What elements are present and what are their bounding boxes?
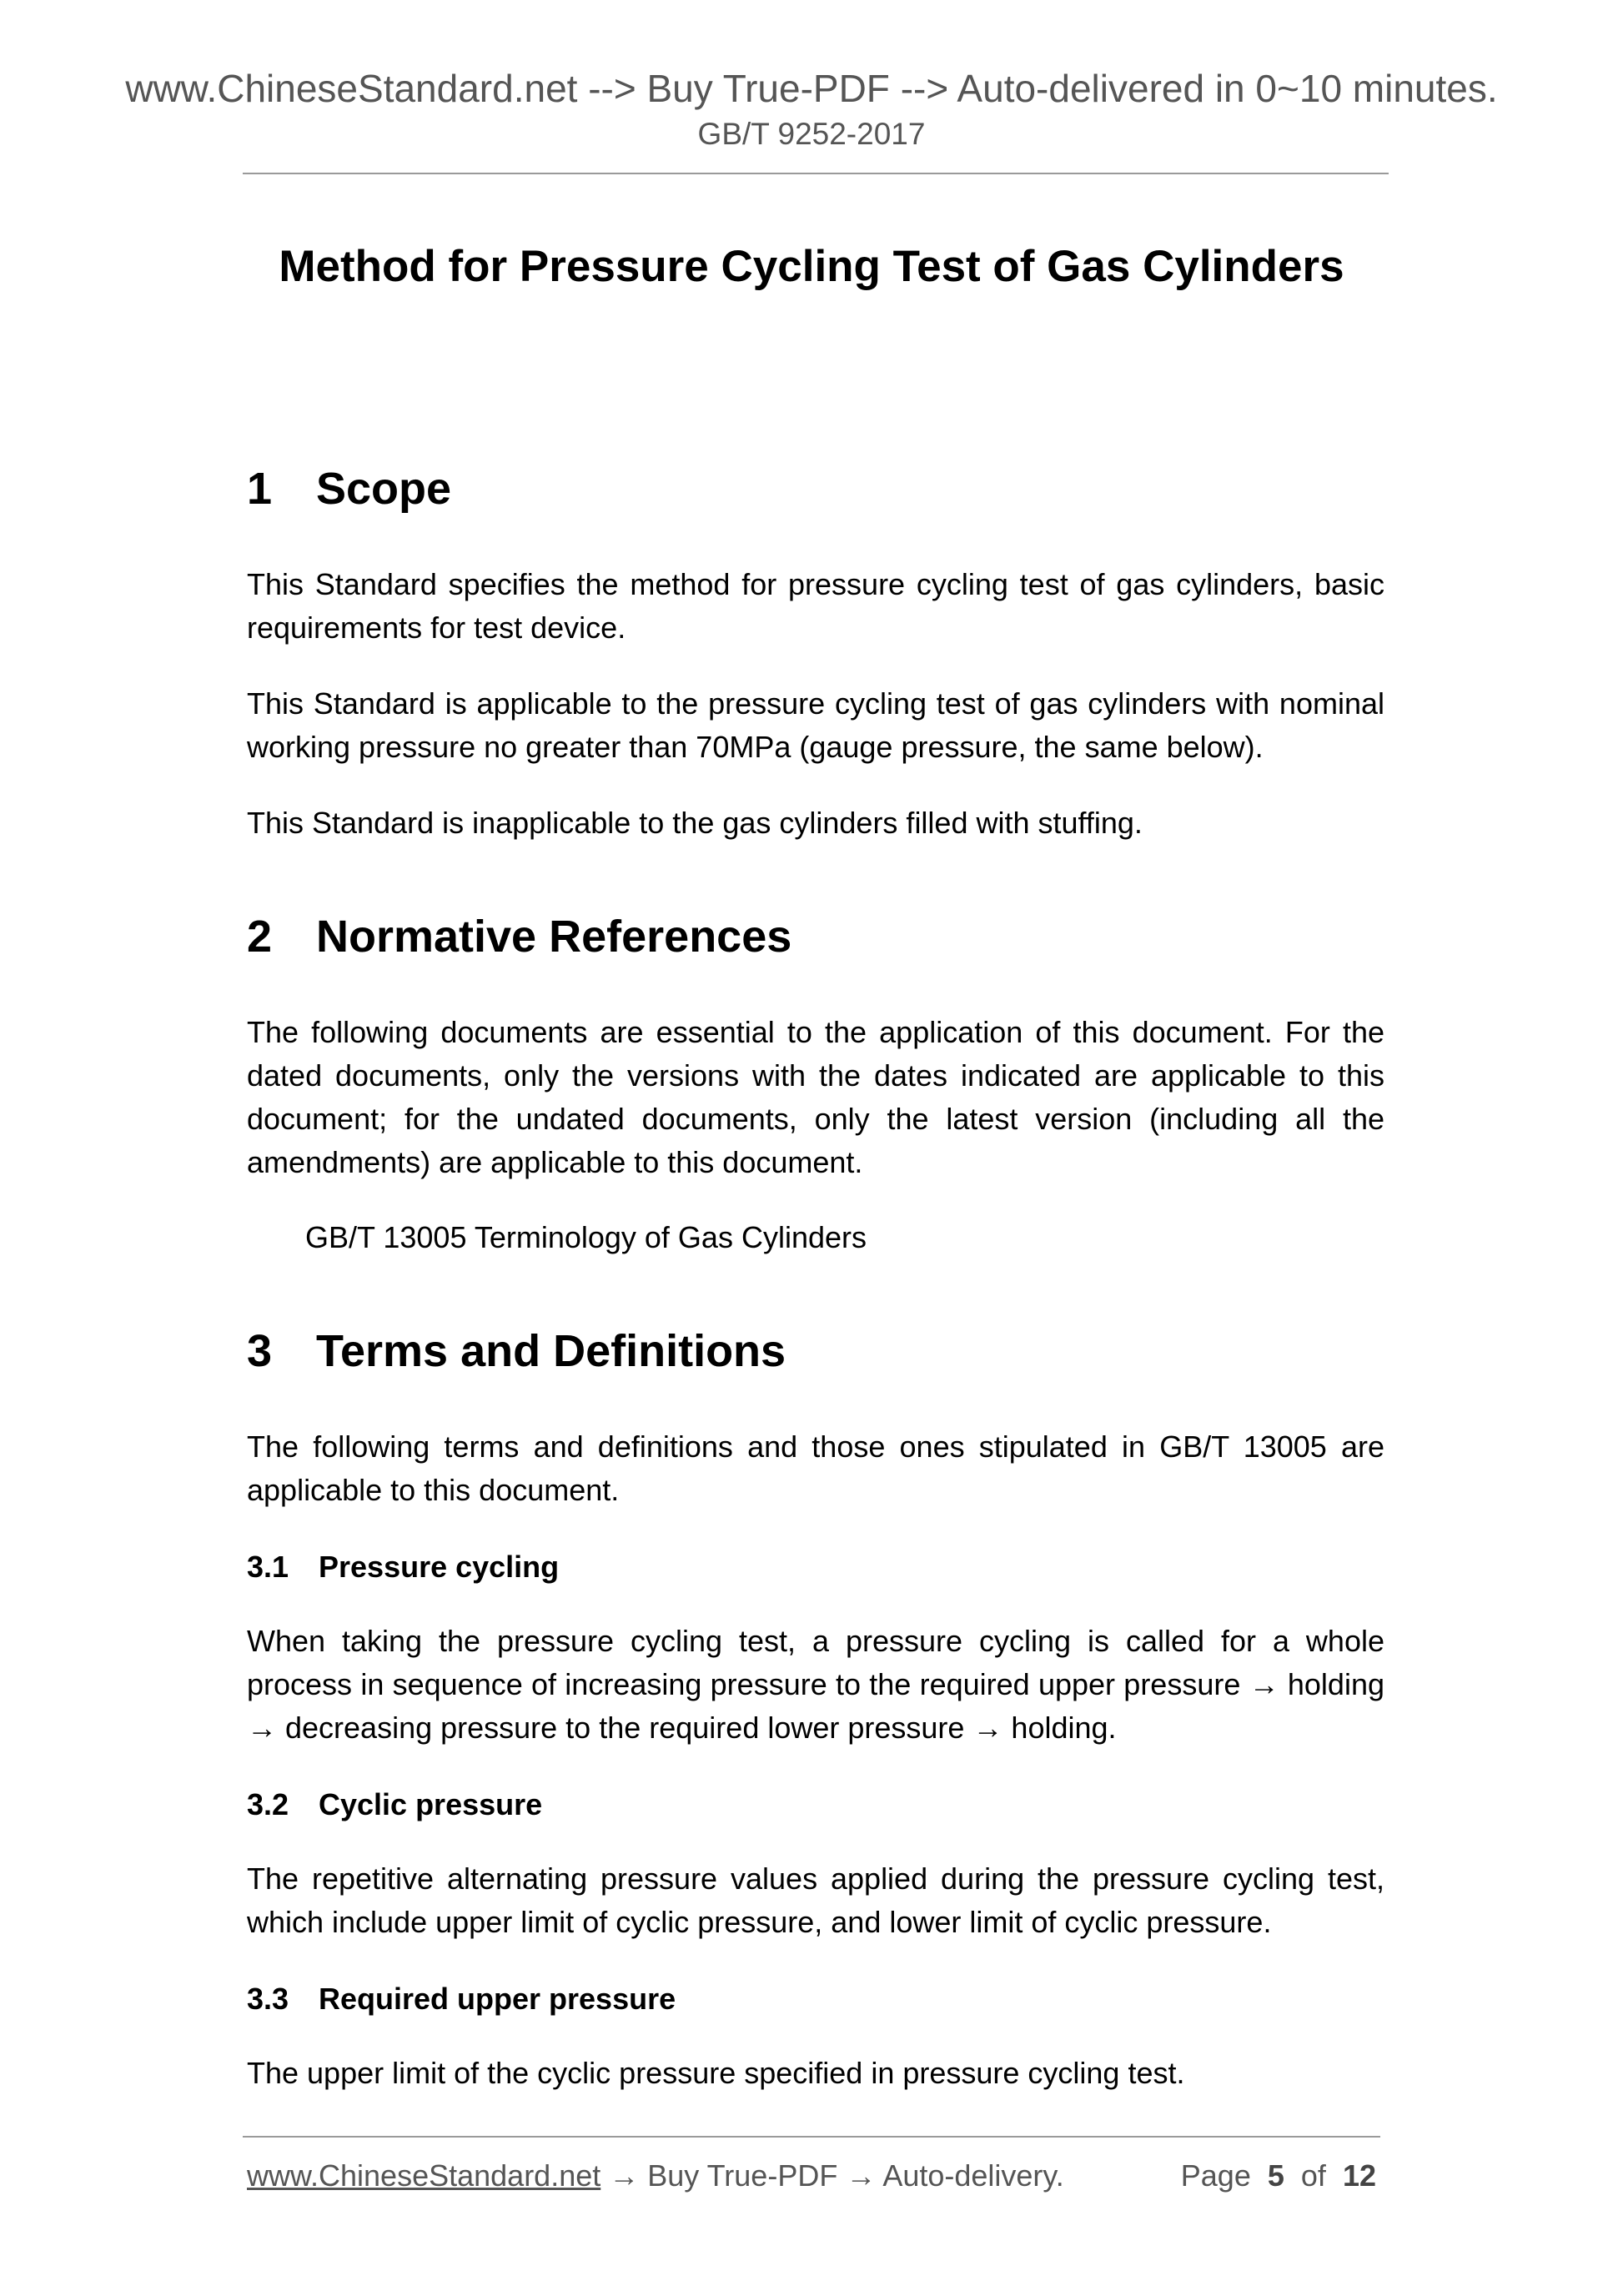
page-number: 5 <box>1267 2158 1284 2193</box>
scope-paragraph-3: This Standard is inapplicable to the gas cylinders filled with stuffing. <box>247 806 1143 840</box>
section-2-heading <box>247 907 791 966</box>
subsection-3-3-heading <box>247 1978 676 2020</box>
of-label: of <box>1300 2158 1326 2193</box>
required-upper-pressure-definition: The upper limit of the cyclic pressure specified in pressure cycling test. <box>247 2056 1185 2090</box>
terms-paragraph: The following terms and definitions and those ones stipulated in GB/T 13005 are applicable to this document. <box>247 1429 1384 1507</box>
subsection-3-2-heading <box>247 1784 542 1826</box>
section-3-heading <box>247 1322 786 1380</box>
subsection-number: 3.3 <box>247 1982 289 2016</box>
scope-paragraph-2: This Standard is applicable to the pressure cycling test of gas cylinders with nominal working pressure no greater than 70MPa (gauge pressure, the same below). <box>247 686 1384 764</box>
header-banner: www.ChineseStandard.net --> Buy True-PDF --> Auto-delivered in 0~10 minutes. <box>125 67 1498 110</box>
subsection-title: Cyclic pressure <box>319 1787 543 1821</box>
section-number: 2 <box>247 912 273 962</box>
subsection-number: 3.1 <box>247 1550 289 1584</box>
page-label: Page <box>1180 2158 1251 2193</box>
page-indicator <box>1181 2155 1376 2197</box>
scope-paragraph-1: This Standard specifies the method for pressure cycling test of gas cylinders, basic requirements for test device. <box>247 567 1384 645</box>
section-number: 3 <box>247 1326 273 1376</box>
reference-item: GB/T 13005 Terminology of Gas Cylinders <box>305 1220 867 1254</box>
section-title: Terms and Definitions <box>316 1326 786 1376</box>
pressure-cycling-definition: When taking the pressure cycling test, a pressure cycling is called for a whole process in sequence of increasing pressure to the required upper pressure → holding → decreasing pressure to the required lower pressure → holding. <box>247 1624 1384 1745</box>
page-footer <box>247 2155 1376 2197</box>
page-total: 12 <box>1342 2158 1376 2193</box>
references-paragraph: The following documents are essential to the application of this document. For the dated documents, only the versions with the dates indicated are applicable to this document; for the undated documents, only the latest version (including all the amendments) are applicable to this document. <box>247 1015 1384 1179</box>
subsection-3-1-heading <box>247 1546 559 1588</box>
section-title: Normative References <box>316 912 792 962</box>
subsection-number: 3.2 <box>247 1787 289 1821</box>
section-1-heading <box>247 460 451 518</box>
subsection-title: Required upper pressure <box>319 1982 676 2016</box>
footer-divider <box>243 2136 1380 2138</box>
document-title: Method for Pressure Cycling Test of Gas Cylinders <box>279 242 1344 291</box>
section-title: Scope <box>316 464 452 514</box>
cyclic-pressure-definition: The repetitive alternating pressure values applied during the pressure cycling test, which include upper limit of cyclic pressure, and lower limit of cyclic pressure. <box>247 1861 1384 1939</box>
section-number: 1 <box>247 464 273 514</box>
footer-site-link[interactable]: www.ChineseStandard.net <box>247 2158 601 2193</box>
header-divider <box>243 173 1389 174</box>
header-standard-number: GB/T 9252-2017 <box>697 117 926 151</box>
subsection-title: Pressure cycling <box>319 1550 560 1584</box>
footer-tagline: → Buy True-PDF → Auto-delivery. <box>600 2158 1064 2193</box>
